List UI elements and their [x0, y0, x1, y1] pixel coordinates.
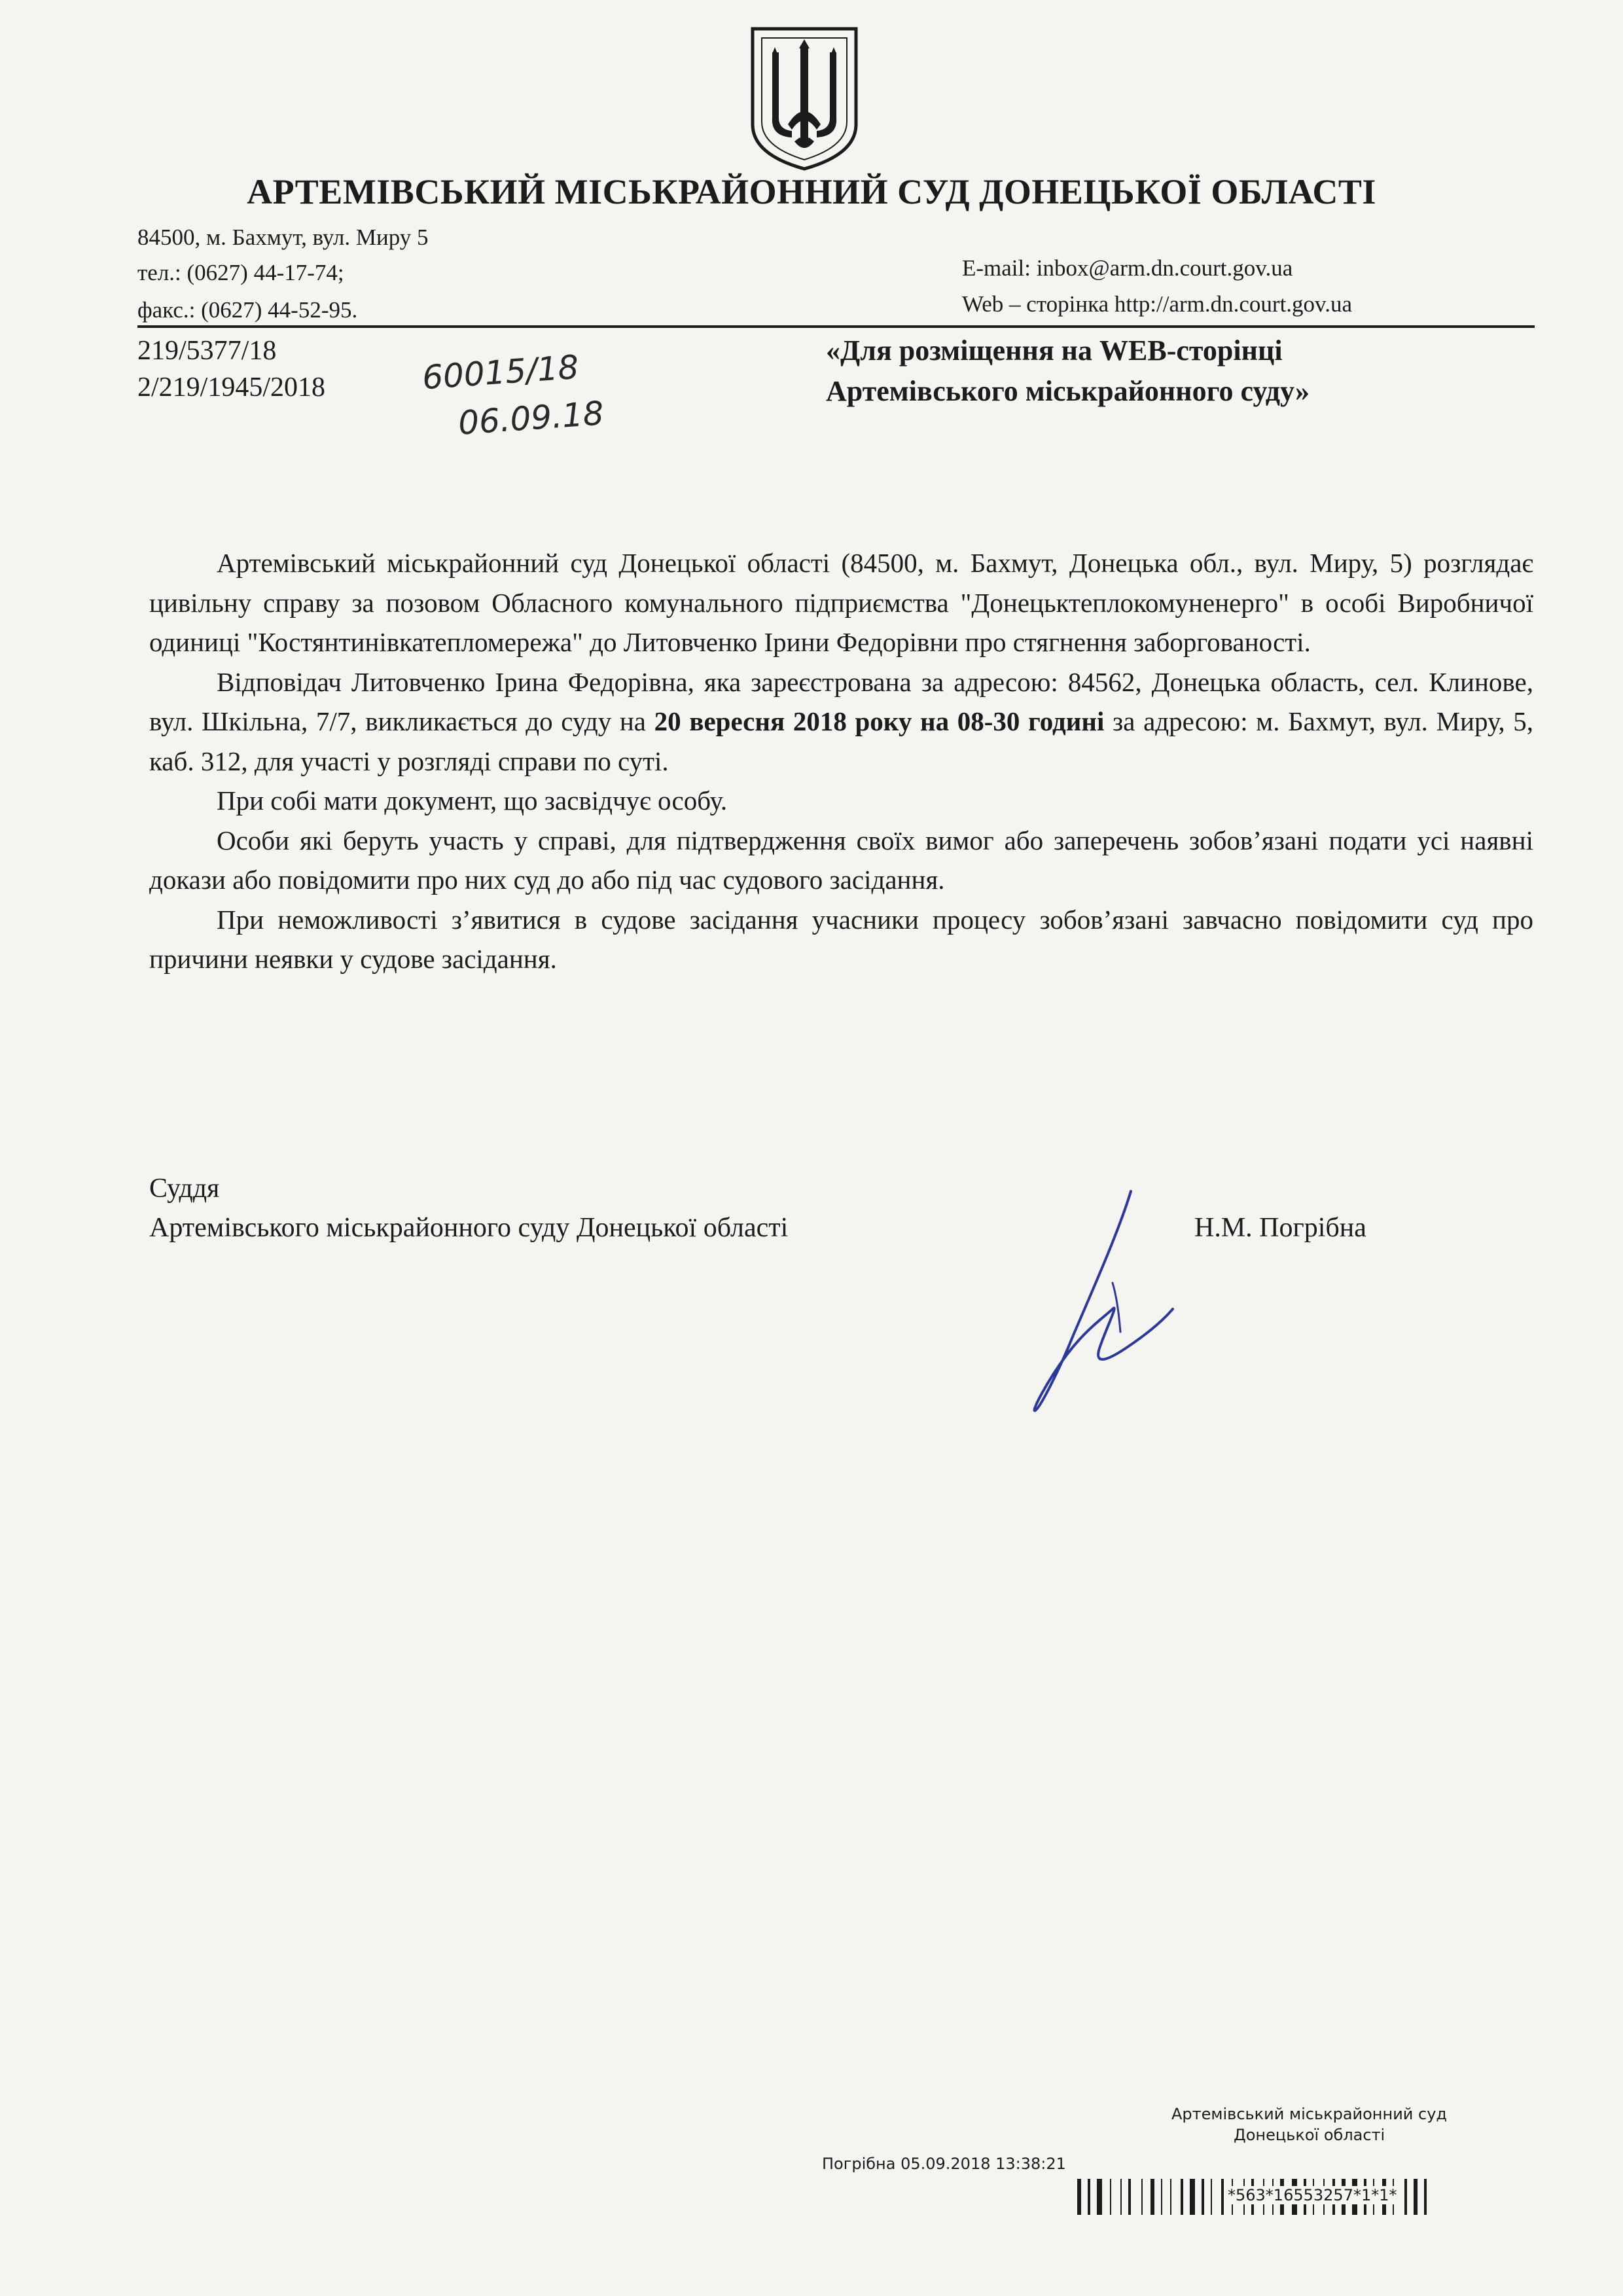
- court-name-heading: АРТЕМІВСЬКИЙ МІСЬКРАЙОННИЙ СУД ДОНЕЦЬКОЇ ОБЛАСТІ: [247, 172, 1376, 211]
- stamp-court-line-2: Донецької області: [1234, 2126, 1385, 2144]
- court-address: 84500, м. Бахмут, вул. Миру 5: [137, 224, 429, 250]
- web-note-line-1: «Для розміщення на WEB-сторінці: [826, 334, 1283, 367]
- court-fax: факс.: (0627) 44-52-95.: [137, 297, 358, 323]
- handwritten-registration-date: 06.09.18: [457, 394, 605, 442]
- hearing-date: 20 вересня 2018 року на 08-30 годині: [654, 706, 1105, 736]
- summons-body: [149, 543, 1533, 979]
- p2-text-before: Відповідач Литовченко Ірина Федорівна, яка зареєстрована за адресою: 84562, Донецька область, сел. Клинове, вул. Шкільна, 7/7, викликається до суду на: [149, 666, 1533, 736]
- handwritten-signature-icon: [1021, 1185, 1178, 1420]
- signature-title: Суддя: [149, 1174, 220, 1204]
- judge-name: Н.М. Погрібна: [1194, 1213, 1366, 1243]
- court-web: Web – сторінка http://arm.dn.court.gov.ua: [962, 291, 1353, 317]
- signature-court: Артемівського міськрайонного суду Донецької області: [149, 1213, 789, 1243]
- court-phone: тел.: (0627) 44-17-74;: [137, 260, 344, 285]
- stamp-court-line-1: Артемівський міськрайонний суд: [1171, 2105, 1448, 2123]
- body-paragraph-3: При собі мати документ, що засвідчує особу.: [217, 785, 728, 816]
- body-paragraph-2: [149, 662, 1533, 781]
- body-paragraph-5: При неможливості з’явитися в судове засідання учасники процесу зобов’язані завчасно повідомити суд про причини неявки у судове засідання.: [149, 904, 1533, 974]
- web-publication-note: [826, 331, 1310, 412]
- handwritten-registration-number: 60015/18: [421, 348, 580, 397]
- body-paragraph-4: Особи які беруть участь у справі, для підтвердження своїх вимог або заперечень зобов’язані подати усі наявні докази або повідомити про них суд до або під час судового засідання.: [149, 825, 1533, 895]
- web-note-line-2: Артемівського міськрайонного суду»: [826, 375, 1310, 407]
- trident-coat-of-arms-icon: [749, 26, 860, 171]
- case-number-2: 2/219/1945/2018: [137, 372, 326, 403]
- body-paragraph-1: Артемівський міськрайонний суд Донецької області (84500, м. Бахмут, Донецька обл., вул. Миру, 5) розглядає цивільну справу за позовом Обласного комунального підприємства "Донецьктеплокомуненерго" в особі Виробничої одиниці "Костянтинівкатепломережа" до Литовченко Ірини Федорівни про стягнення заборгованості.: [149, 548, 1533, 657]
- court-email: E-mail: inbox@arm.dn.court.gov.ua: [962, 255, 1293, 281]
- case-number-1: 219/5377/18: [137, 336, 277, 366]
- stamp-registration: Погрібна 05.09.2018 13:38:21: [822, 2155, 1066, 2173]
- p2-text-after: за адресою: м. Бахмут, вул. Миру, 5, каб. 312, для участі у розгляді справи по суті.: [149, 706, 1533, 776]
- header-divider: [137, 325, 1535, 328]
- stamp-code: *563*16553257*1*1*: [1225, 2186, 1400, 2204]
